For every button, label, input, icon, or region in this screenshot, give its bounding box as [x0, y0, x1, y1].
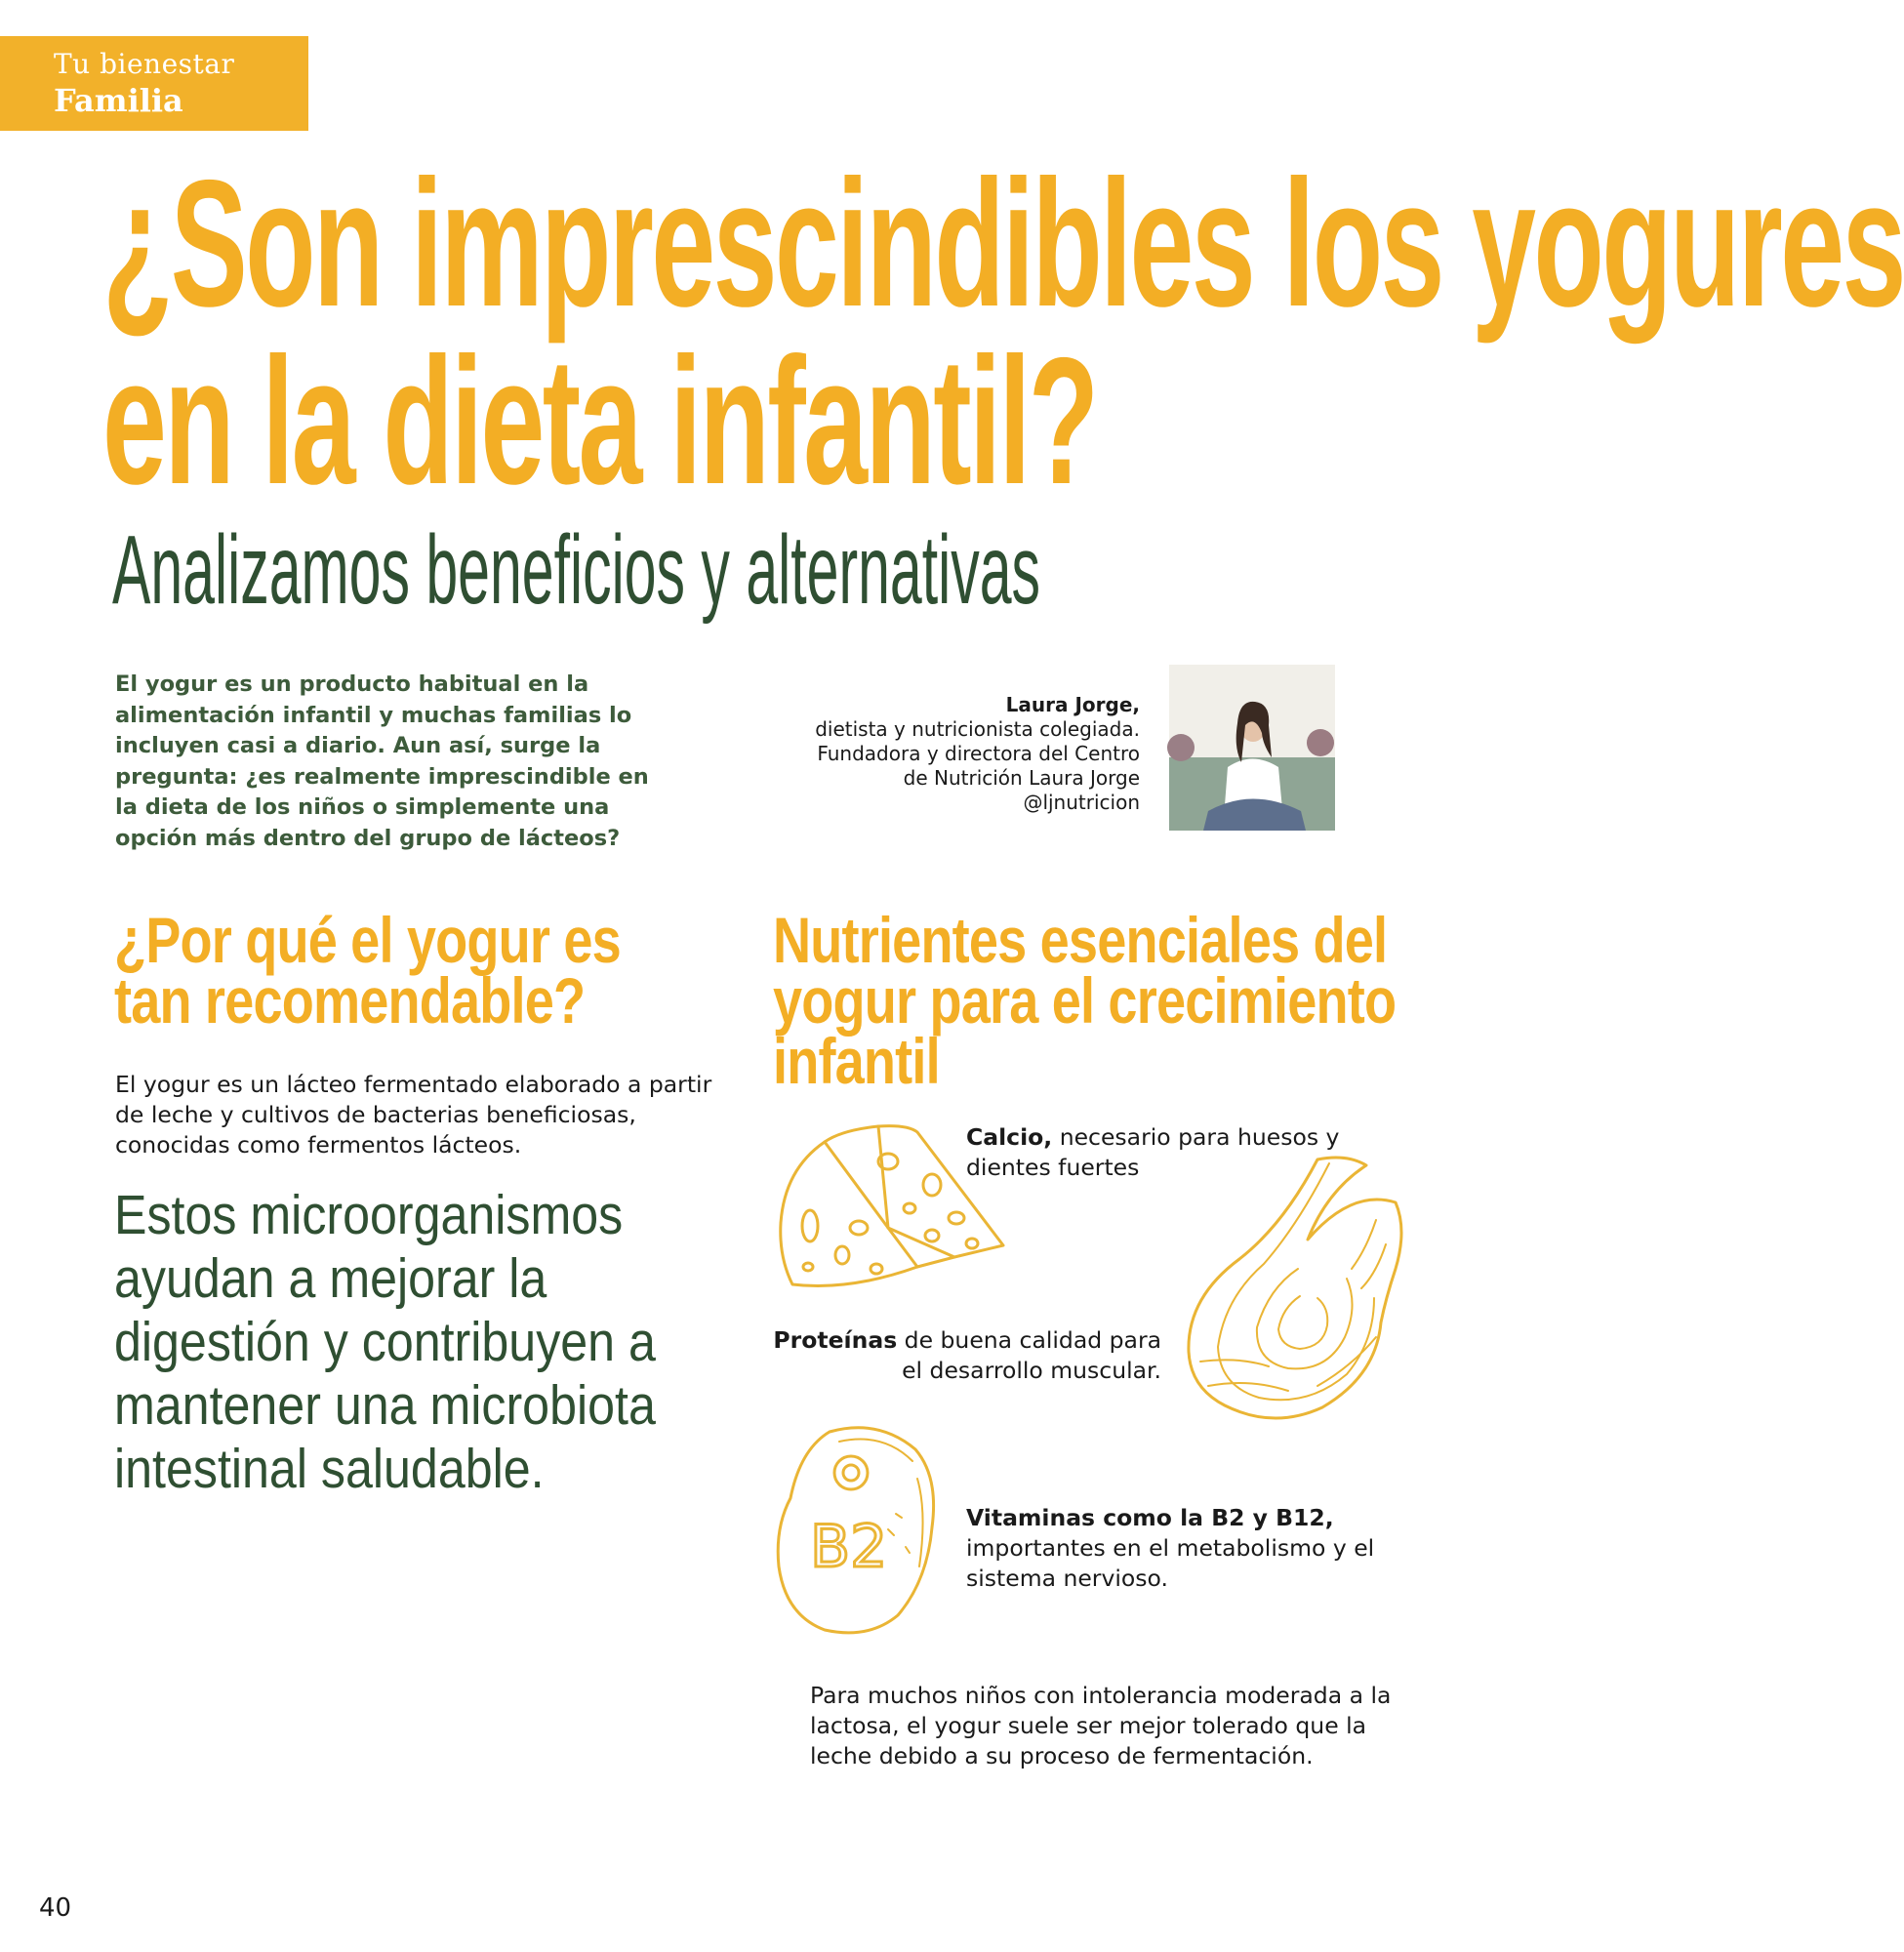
- author-position: Fundadora y directora del Centro: [817, 742, 1140, 765]
- nutrients-title-line-2: yogur para el crecimiento: [773, 964, 1397, 1037]
- lactose-note: Para muchos niños con intolerancia moderada a la lactosa, el yogur suele ser mejor tolerado que la leche debido a su proceso de fermentación.: [810, 1682, 1392, 1769]
- headline-line-2: en la dieta infantil?: [102, 321, 1097, 522]
- nutrient-vitaminas: [966, 1503, 1376, 1594]
- headline-line-1: ¿Son imprescindibles los yogures: [102, 143, 1904, 345]
- intro-paragraph: El yogur es un producto habitual en la alimentación infantil y muchas familias lo incluyen casi a diario. Aun así, surge la pregunta: ¿es realmente imprescindible en la dieta de los niños o simplemente una opción más dentro del grupo de lácteos?: [115, 671, 649, 851]
- nutrients-title-line-1: Nutrientes esenciales del: [773, 904, 1388, 976]
- page-number: 40: [39, 1893, 72, 1923]
- avatar: [1169, 665, 1335, 831]
- section-category: Tu bienestar: [54, 48, 235, 80]
- why-section-title: [114, 904, 621, 1037]
- vitaminas-text: importantes en el metabolismo y el sistema nervioso.: [966, 1534, 1375, 1592]
- subtitle: Analizamos beneficios y alternativas: [112, 515, 1041, 625]
- proteinas-label: Proteínas: [773, 1326, 898, 1354]
- why-title-line-1: ¿Por qué el yogur es: [114, 904, 621, 976]
- calcio-text: necesario para huesos y dientes fuertes: [966, 1123, 1340, 1181]
- author-handle: @ljnutricion: [1023, 791, 1140, 814]
- nutrient-calcio: [966, 1122, 1376, 1183]
- salmon-steak-icon: [1181, 1152, 1415, 1425]
- vitamin-b2-icon: [771, 1420, 942, 1640]
- vitaminas-label: Vitaminas como la B2 y B12,: [966, 1504, 1334, 1531]
- nutrients-title-line-3: infantil: [773, 1025, 940, 1097]
- pull-quote: Estos microorganismos ayudan a mejorar la digestión y contribuyen a mantener una microbiota intestinal saludable.: [114, 1184, 656, 1500]
- section-tag: [0, 36, 308, 131]
- vitamin-badge: B2: [810, 1513, 888, 1581]
- why-body-text: El yogur es un lácteo fermentado elaborado a partir de leche y cultivos de bacterias beneficiosas, conocidas como fermentos lácteos.: [115, 1071, 712, 1159]
- author-role: dietista y nutricionista colegiada.: [815, 717, 1140, 741]
- proteinas-text: de buena calidad para el desarrollo muscular.: [897, 1326, 1161, 1384]
- nutrients-section-title: [773, 904, 1397, 1097]
- author-credit: [769, 693, 1140, 815]
- author-name: Laura Jorge,: [1005, 693, 1140, 716]
- author-center: de Nutrición Laura Jorge: [903, 766, 1140, 790]
- calcio-label: Calcio,: [966, 1123, 1053, 1151]
- section-subcategory: Familia: [54, 82, 183, 119]
- nutrient-proteinas: [771, 1325, 1161, 1386]
- why-title-line-2: tan recomendable?: [114, 964, 586, 1037]
